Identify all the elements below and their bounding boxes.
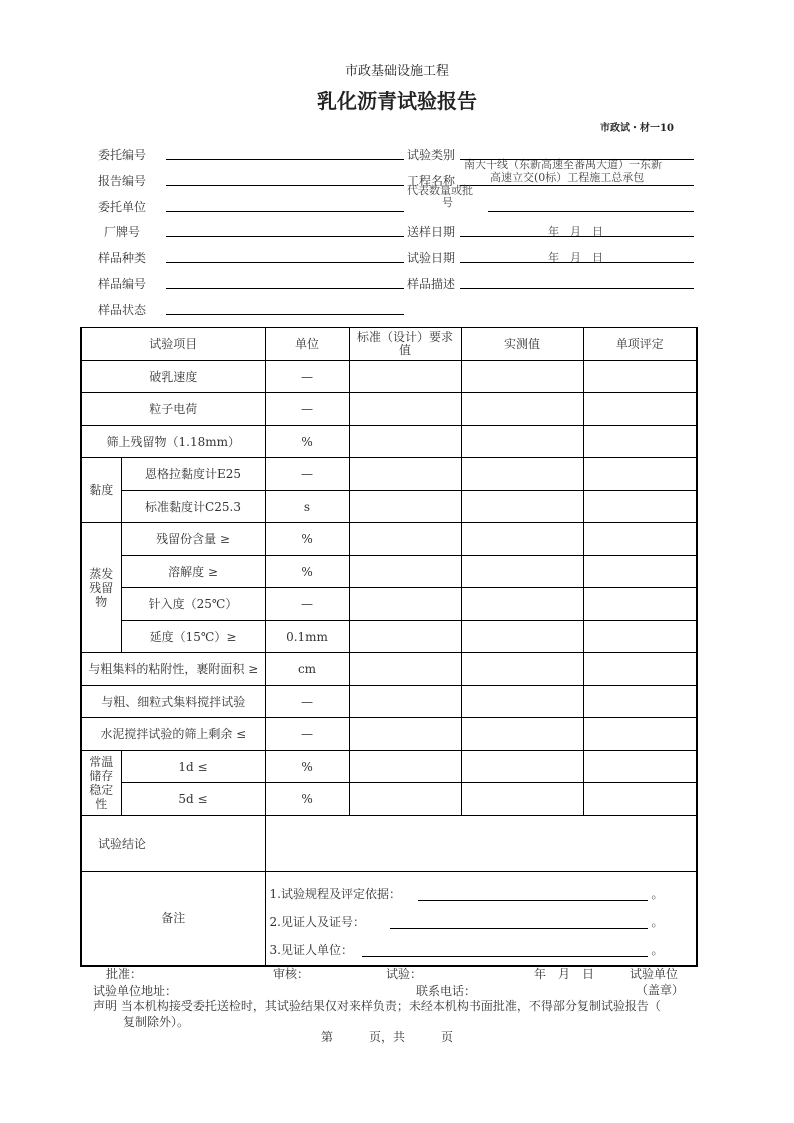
table-row (81, 718, 697, 751)
row-item-penetration: 针入度（25℃） (121, 588, 265, 621)
row-unit: — (265, 686, 349, 718)
row-item-residue-content: 残留份含量 ≥ (121, 523, 265, 556)
row-unit: % (265, 426, 349, 458)
sample-state-field[interactable] (166, 314, 404, 315)
measured-cell[interactable] (461, 458, 583, 491)
standard-cell[interactable] (349, 588, 461, 621)
sampling-date-field[interactable] (460, 236, 694, 237)
remarks-cell (265, 872, 697, 966)
remark-basis-field[interactable] (418, 900, 648, 901)
evaluation-cell[interactable] (583, 718, 697, 751)
table-row (81, 556, 697, 588)
test-date-label: 试验日期 (407, 251, 456, 265)
header-unit: 单位 (265, 328, 349, 361)
standard-cell[interactable] (349, 426, 461, 458)
remarks-row (81, 872, 697, 966)
row-item-solubility: 溶解度 ≥ (121, 556, 265, 588)
table-row (81, 393, 697, 426)
evaluation-cell[interactable] (583, 458, 697, 491)
measured-cell[interactable] (461, 588, 583, 621)
row-item-mixing-test: 与粗、细粒式集料搅拌试验 (81, 686, 265, 718)
row-unit: s (265, 491, 349, 523)
row-unit: % (265, 751, 349, 783)
row-unit: % (265, 556, 349, 588)
project-name-label: 工程名称 (407, 174, 456, 188)
subtitle: 市政基础设施工程 (344, 64, 449, 79)
row-item-adhesion: 与粗集料的粘附性，裹附面积 ≥ (81, 653, 265, 686)
remarks-label: 备注 (81, 872, 265, 966)
measured-cell[interactable] (461, 556, 583, 588)
group-viscosity: 黏度 (81, 458, 121, 523)
sample-no-label: 样品编号 (98, 277, 147, 291)
group-evaporation-residue: 蒸发残留物 (81, 523, 121, 653)
standard-cell[interactable] (349, 523, 461, 556)
header-evaluation: 单项评定 (583, 328, 697, 361)
test-date-field[interactable] (460, 262, 694, 263)
test-results-table (80, 327, 698, 967)
evaluation-cell[interactable] (583, 653, 697, 686)
represent-qty-label: 代表数量或批 号 (407, 184, 473, 209)
remark-witness-label: 2.见证人及证号： (269, 915, 365, 930)
header-test-item: 试验项目 (81, 328, 265, 361)
statement-line-1: 声明 当本机构接受委托送检时，其试验结果仅对来样负责；未经本机构书面批准，不得部分复制试验报告（ (93, 999, 661, 1013)
report-date: 年 月 日 (534, 967, 595, 981)
row-item-std-viscometer: 标准黏度计C25.3 (121, 491, 265, 523)
evaluation-cell[interactable] (583, 491, 697, 523)
row-item-sieve-residue: 筛上残留物（1.18mm） (81, 426, 265, 458)
evaluation-cell[interactable] (583, 393, 697, 426)
remark-witness-unit-period: 。 (651, 943, 664, 958)
standard-cell[interactable] (349, 783, 461, 816)
row-unit: cm (265, 653, 349, 686)
measured-cell[interactable] (461, 686, 583, 718)
sample-state-label: 样品状态 (98, 303, 147, 317)
standard-cell[interactable] (349, 458, 461, 491)
brand-no-field[interactable] (166, 236, 404, 237)
evaluation-cell[interactable] (583, 523, 697, 556)
evaluation-cell[interactable] (583, 361, 697, 393)
evaluation-cell[interactable] (583, 751, 697, 783)
table-row (81, 783, 697, 816)
sample-type-label: 样品种类 (98, 251, 147, 265)
standard-cell[interactable] (349, 621, 461, 653)
project-name-value: 高速立交(0标）工程施工总承包 (490, 171, 645, 184)
test-unit-label: 试验单位 (630, 967, 679, 981)
row-unit: — (265, 393, 349, 426)
review-label: 审核： (273, 967, 310, 981)
table-row (81, 523, 697, 556)
measured-cell[interactable] (461, 751, 583, 783)
standard-cell[interactable] (349, 718, 461, 751)
standard-cell[interactable] (349, 556, 461, 588)
row-item-storage-1d: 1d ≤ (121, 751, 265, 783)
standard-cell[interactable] (349, 653, 461, 686)
remark-witness-field[interactable] (390, 928, 648, 929)
measured-cell[interactable] (461, 783, 583, 816)
row-item-demulsification: 破乳速度 (81, 361, 265, 393)
project-name-field[interactable] (460, 185, 694, 186)
standard-cell[interactable] (349, 393, 461, 426)
row-item-particle-charge: 粒子电荷 (81, 393, 265, 426)
page-number: 第 页，共 页 (320, 1030, 453, 1044)
tester-label: 试验： (386, 967, 423, 981)
measured-cell[interactable] (461, 621, 583, 653)
measured-cell[interactable] (461, 361, 583, 393)
sample-desc-field[interactable] (460, 288, 694, 289)
table-row (81, 588, 697, 621)
standard-cell[interactable] (349, 686, 461, 718)
remark-basis-period: 。 (651, 887, 664, 902)
contact-phone-label: 联系电话： (416, 984, 477, 998)
evaluation-cell[interactable] (583, 621, 697, 653)
measured-cell[interactable] (461, 426, 583, 458)
table-row (81, 621, 697, 653)
evaluation-cell[interactable] (583, 686, 697, 718)
unit-address-label: 试验单位地址： (93, 984, 178, 998)
table-row (81, 491, 697, 523)
table-row (81, 361, 697, 393)
represent-qty-field[interactable] (488, 211, 694, 212)
form-code: 市政试・材一10 (600, 123, 674, 134)
measured-cell[interactable] (461, 393, 583, 426)
row-unit: — (265, 458, 349, 491)
brand-no-label: 厂牌号 (104, 225, 141, 239)
sample-type-field[interactable] (166, 262, 404, 263)
measured-cell[interactable] (461, 653, 583, 686)
remark-witness-period: 。 (651, 915, 664, 930)
evaluation-cell[interactable] (583, 426, 697, 458)
standard-cell[interactable] (349, 751, 461, 783)
conclusion-field[interactable] (265, 816, 697, 872)
report-no-label: 报告编号 (98, 174, 147, 188)
row-unit: — (265, 361, 349, 393)
table-row (81, 426, 697, 458)
row-item-engler: 恩格拉黏度计E25 (121, 458, 265, 491)
conclusion-row (81, 816, 697, 872)
test-date-value: 年 月 日 (548, 251, 603, 264)
table-row (81, 458, 697, 491)
row-item-cement-mixing: 水泥搅拌试验的筛上剩余 ≤ (81, 718, 265, 751)
conclusion-label: 试验结论 (81, 816, 265, 872)
row-unit: 0.1mm (265, 621, 349, 653)
client-label: 委托单位 (98, 200, 147, 214)
row-unit: — (265, 588, 349, 621)
evaluation-cell[interactable] (583, 783, 697, 816)
standard-cell[interactable] (349, 361, 461, 393)
commission-no-field[interactable] (166, 159, 404, 160)
group-storage-stability: 常温储存稳定性 (81, 751, 121, 816)
statement-line-2: 复制除外）。 (123, 1015, 190, 1029)
report-no-field[interactable] (166, 185, 404, 186)
commission-no-label: 委托编号 (98, 148, 147, 162)
sample-no-field[interactable] (166, 288, 404, 289)
sampling-date-label: 送样日期 (407, 225, 456, 239)
table-row (81, 653, 697, 686)
measured-cell[interactable] (461, 718, 583, 751)
evaluation-cell[interactable] (583, 556, 697, 588)
sampling-date-value: 年 月 日 (548, 225, 603, 238)
remark-basis-label: 1.试验规程及评定依据： (269, 887, 401, 902)
approve-label: 批准： (106, 967, 143, 981)
measured-cell[interactable] (461, 491, 583, 523)
remark-witness-unit-label: 3.见证人单位： (269, 943, 353, 958)
row-unit: — (265, 718, 349, 751)
table-row (81, 686, 697, 718)
table-row (81, 751, 697, 783)
evaluation-cell[interactable] (583, 588, 697, 621)
row-item-ductility: 延度（15℃）≥ (121, 621, 265, 653)
header-standard: 标准（设计）要求值 (349, 328, 461, 361)
measured-cell[interactable] (461, 523, 583, 556)
seal-label: （盖章） (636, 983, 685, 997)
remark-witness-unit-field[interactable] (362, 956, 648, 957)
sample-desc-label: 样品描述 (407, 277, 456, 291)
header-measured: 实测值 (461, 328, 583, 361)
test-category-value: 南大干线（东新高速至番禺大道）一东新 (464, 158, 662, 171)
row-item-storage-5d: 5d ≤ (121, 783, 265, 816)
row-unit: % (265, 783, 349, 816)
test-category-label: 试验类别 (407, 148, 456, 162)
page-title: 乳化沥青试验报告 (317, 89, 477, 113)
standard-cell[interactable] (349, 491, 461, 523)
client-field[interactable] (166, 211, 404, 212)
table-header-row (81, 328, 697, 361)
test-category-field[interactable] (460, 159, 694, 160)
row-unit: % (265, 523, 349, 556)
